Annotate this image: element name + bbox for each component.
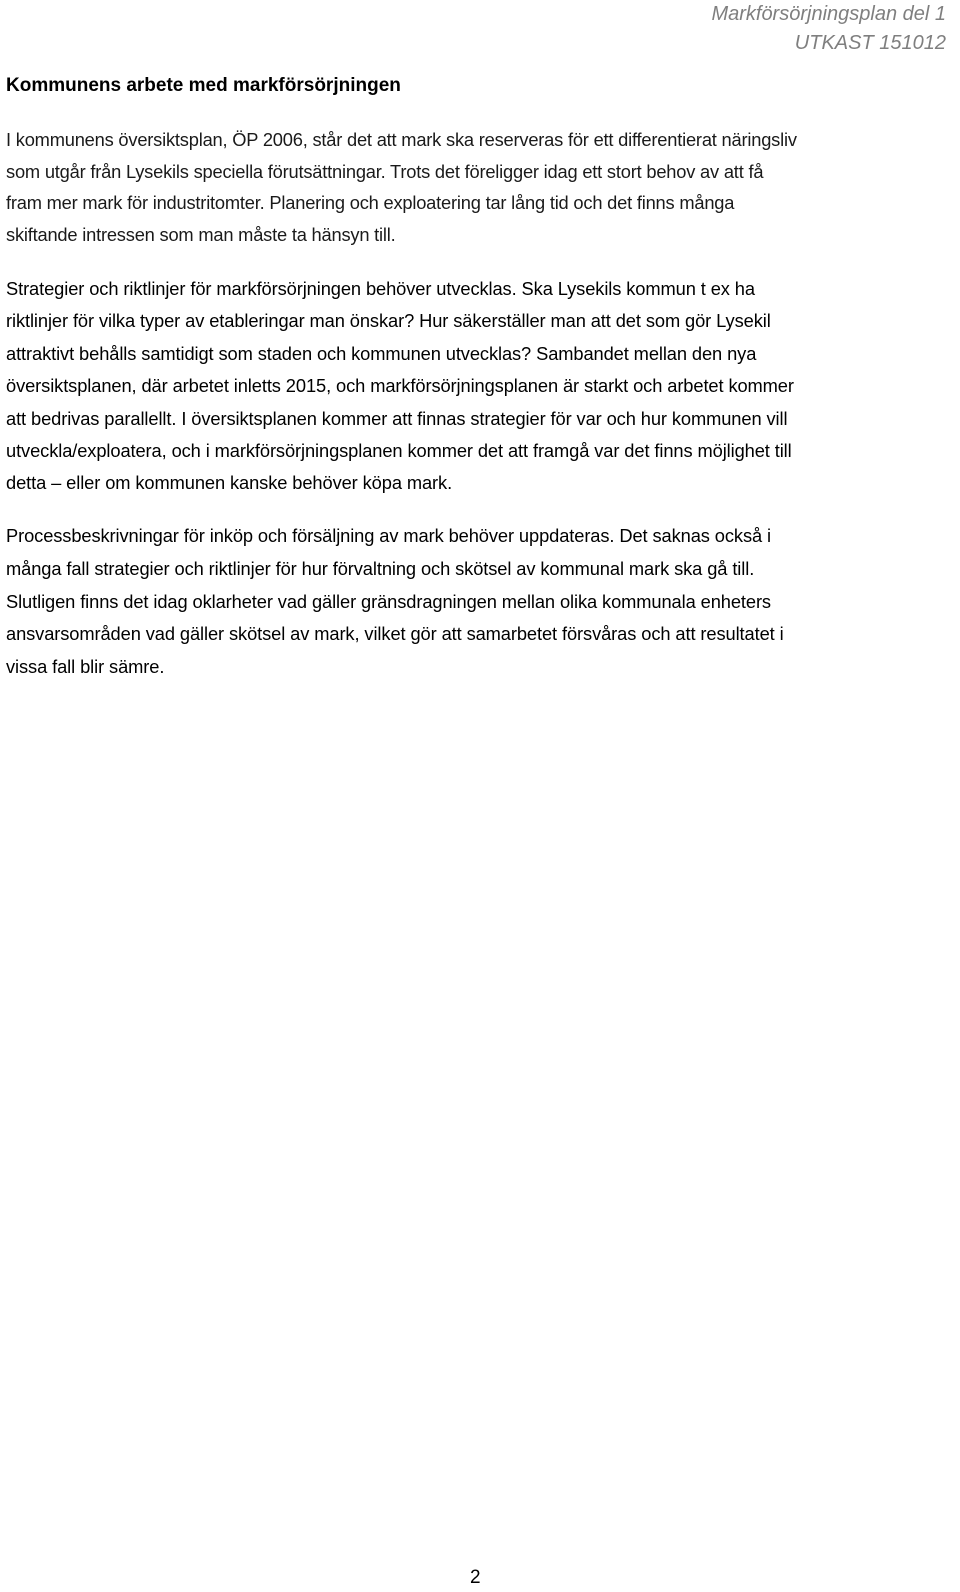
page-header xyxy=(711,0,946,58)
paragraph-1 xyxy=(6,124,797,250)
paragraph-line: Processbeskrivningar för inköp och försäljning av mark behöver uppdateras. Det saknas också i xyxy=(6,525,771,546)
paragraph-line: som utgår från Lysekils speciella förutsättningar. Trots det föreligger idag ett stort behov av att få xyxy=(6,160,764,182)
header-draft-label: UTKAST 151012 xyxy=(794,32,946,54)
paragraph-line: fram mer mark för industritomter. Planering och exploatering tar lång tid och det finns många xyxy=(6,192,735,213)
page-number: 2 xyxy=(470,1567,481,1588)
paragraph-line: Strategier och riktlinjer för markförsörjningen behöver utvecklas. Ska Lysekils kommun t ex ha xyxy=(6,278,755,299)
paragraph-line: att bedrivas parallellt. I översiktsplanen kommer att finnas strategier för var och hur kommunen vill xyxy=(6,407,788,429)
paragraph-line: riktlinjer för vilka typer av etableringar man önskar? Hur säkerställer man att det som gör Lysekil xyxy=(6,310,771,332)
paragraph-line: ansvarsområden vad gäller skötsel av mark, vilket gör att samarbetet försvåras och att resultatet i xyxy=(6,623,784,645)
paragraph-line: vissa fall blir sämre. xyxy=(6,656,165,678)
paragraph-3 xyxy=(6,520,784,684)
paragraph-line: många fall strategier och riktlinjer för hur förvaltning och skötsel av kommunal mark ska gå till. xyxy=(6,557,755,579)
paragraph-line: attraktivt behålls samtidigt som staden och kommunen utvecklas? Sambandet mellan den nya xyxy=(6,342,757,364)
paragraph-line: detta – eller om kommunen kanske behöver köpa mark. xyxy=(6,472,453,494)
paragraph-2 xyxy=(6,273,794,500)
paragraph-line: utveckla/exploatera, och i markförsörjningsplanen kommer det att framgå var det finns möjlighet till xyxy=(6,440,792,462)
section-heading: Kommunens arbete med markförsörjningen xyxy=(6,75,401,96)
header-document-title: Markförsörjningsplan del 1 xyxy=(711,3,946,25)
paragraph-line: skiftande intressen som man måste ta hänsyn till. xyxy=(6,223,396,245)
paragraph-line: I kommunens översiktsplan, ÖP 2006, står det att mark ska reserveras för ett differentierat näringsliv xyxy=(6,129,797,150)
paragraph-line: översiktsplanen, där arbetet inletts 2015, och markförsörjningsplanen är starkt och arbetet kommer xyxy=(6,375,794,397)
paragraph-line: Slutligen finns det idag oklarheter vad gäller gränsdragningen mellan olika kommunala enheters xyxy=(6,590,771,612)
